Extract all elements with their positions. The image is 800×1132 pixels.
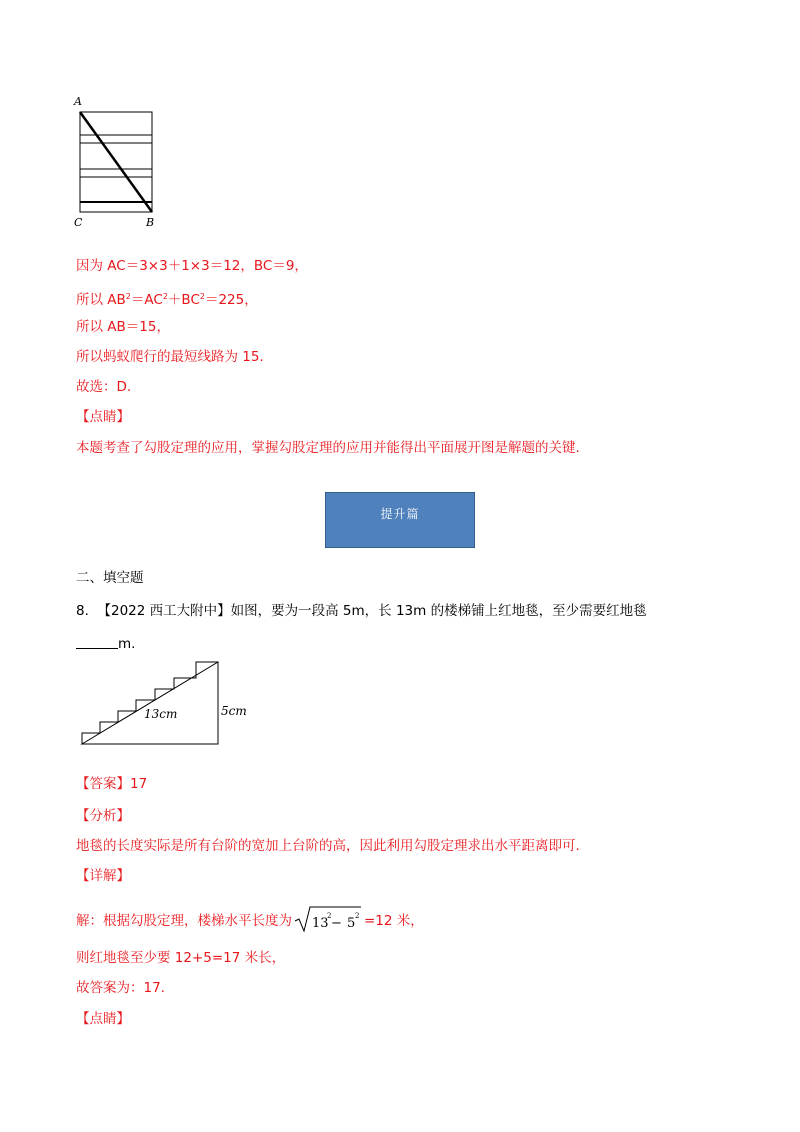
- label-a: A: [74, 95, 82, 108]
- solution1-line1: 因为 AC＝3×3＋1×3＝12，BC＝9，: [76, 258, 308, 274]
- banner-label: 提升篇: [380, 507, 420, 521]
- svg-text:2: 2: [355, 912, 360, 920]
- figure-staircase: [78, 658, 258, 750]
- section-heading: 二、填空题: [76, 570, 144, 586]
- height-label: 5cm: [221, 704, 247, 718]
- solution1-line5: 故选：D.: [76, 379, 132, 395]
- section-banner: [325, 492, 475, 548]
- detail-line3: 故答案为：17.: [76, 980, 165, 996]
- label-c: C: [74, 216, 83, 229]
- label-b: B: [146, 216, 155, 229]
- svg-text:13: 13: [312, 916, 329, 931]
- svg-text:5: 5: [347, 916, 356, 931]
- analysis-text: 地毯的长度实际是所有台阶的宽加上台阶的高，因此利用勾股定理求出水平距离即可.: [76, 838, 580, 854]
- solution1-line2: 所以 $AB^2=AC^2+BC^2=225$，: [76, 292, 258, 308]
- sqrt-expression: [293, 905, 363, 933]
- solution1-line4: 所以蚂蚁爬行的最短线路为 15.: [76, 349, 264, 365]
- comment-text-1: 本题考查了勾股定理的应用，掌握勾股定理的应用并能得出平面展开图是解题的关键.: [76, 440, 580, 456]
- solution1-line3: 所以 AB＝15，: [76, 319, 170, 335]
- detail-line1: 解：根据勾股定理，楼梯水平长度为 13 2 − 5 2 =12 米，: [76, 905, 424, 933]
- comment-heading-2: 【点睛】: [76, 1011, 130, 1027]
- answer-blank: [76, 636, 118, 649]
- svg-text:2: 2: [327, 912, 332, 920]
- detail-heading: 【详解】: [76, 868, 130, 884]
- hypotenuse-label: 13cm: [144, 707, 178, 721]
- question-8: 8. 【2022 西工大附中】如图，要为一段高 5m，长 13m 的楼梯铺上红地毯，至少需要红地毯: [76, 603, 647, 619]
- svg-text:−: −: [331, 916, 342, 931]
- figure-unfolded-box: [70, 90, 170, 230]
- detail-line2: 则红地毯至少要 12+5=17 米长，: [76, 950, 286, 966]
- question-8-blank: m.: [76, 635, 135, 653]
- comment-heading-1: 【点睛】: [76, 409, 130, 425]
- analysis-heading: 【分析】: [76, 808, 130, 824]
- answer-line: 【答案】17: [76, 776, 148, 792]
